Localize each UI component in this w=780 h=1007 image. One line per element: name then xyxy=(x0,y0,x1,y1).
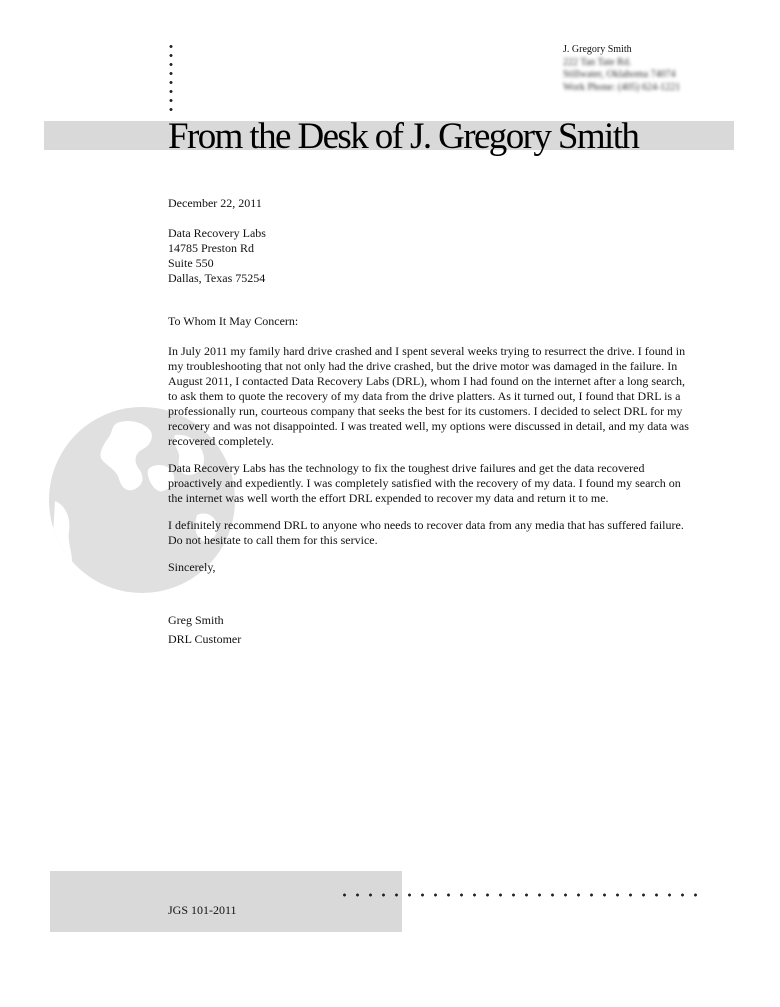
sender-address-line1: 222 Tan Tate Rd. xyxy=(563,56,632,68)
recipient-line: Suite 550 xyxy=(168,256,214,270)
body-paragraph: I definitely recommend DRL to anyone who needs to recover data from any media that has suffered failure. Do not hesitate to call them for this service. xyxy=(168,518,684,547)
horizontal-dot-divider xyxy=(338,892,700,898)
footer-band xyxy=(50,871,402,932)
footer-document-code: JGS 101-2011 xyxy=(168,903,237,917)
sender-address-line2: Stillwater, Oklahoma 74074 xyxy=(563,69,676,80)
recipient-line: 14785 Preston Rd xyxy=(168,241,255,255)
body-paragraph: In July 2011 my family hard drive crashed and I spent several weeks trying to resurrect the drive. I found in my troubleshooting that not only had the drive crashed, but the drive motor was damaged in the failure. In August 2011, I contacted Data Recovery Labs (DRL), whom I had found on the internet after a long search, to ask them to quote the recovery of my data from the drive platters. As it turned out, I found that DRL is a professionally run, courteous company that seeks the best for its customers. I decided to select DRL for my recovery and was not disappointed. I was treated well, my options were discussed in detail, and my data was recovered completely. xyxy=(168,344,689,448)
recipient-line: Dallas, Texas 75254 xyxy=(168,271,266,285)
sender-phone: Work Phone: (405) 624-1221 xyxy=(563,81,681,93)
salutation: To Whom It May Concern: xyxy=(168,314,299,328)
body-paragraph: Data Recovery Labs has the technology to fix the toughest drive failures and get the data recovered proactively and expediently. I was completely satisfied with the recovery of my data. I found my search on the internet was well worth the effort DRL expended to recover my data and return it to me. xyxy=(168,461,681,505)
sender-name: J. Gregory Smith xyxy=(563,44,632,55)
signature-title: DRL Customer xyxy=(168,632,242,646)
closing: Sincerely, xyxy=(168,560,216,574)
recipient-line: Data Recovery Labs xyxy=(168,226,266,240)
signature-name: Greg Smith xyxy=(168,613,224,627)
letter-date: December 22, 2011 xyxy=(168,196,262,210)
vertical-dot-divider xyxy=(168,42,174,112)
letterhead-title: From the Desk of J. Gregory Smith xyxy=(168,116,639,157)
recipient-address xyxy=(168,226,693,286)
sender-address-block xyxy=(563,44,743,94)
letter-body xyxy=(168,196,693,647)
